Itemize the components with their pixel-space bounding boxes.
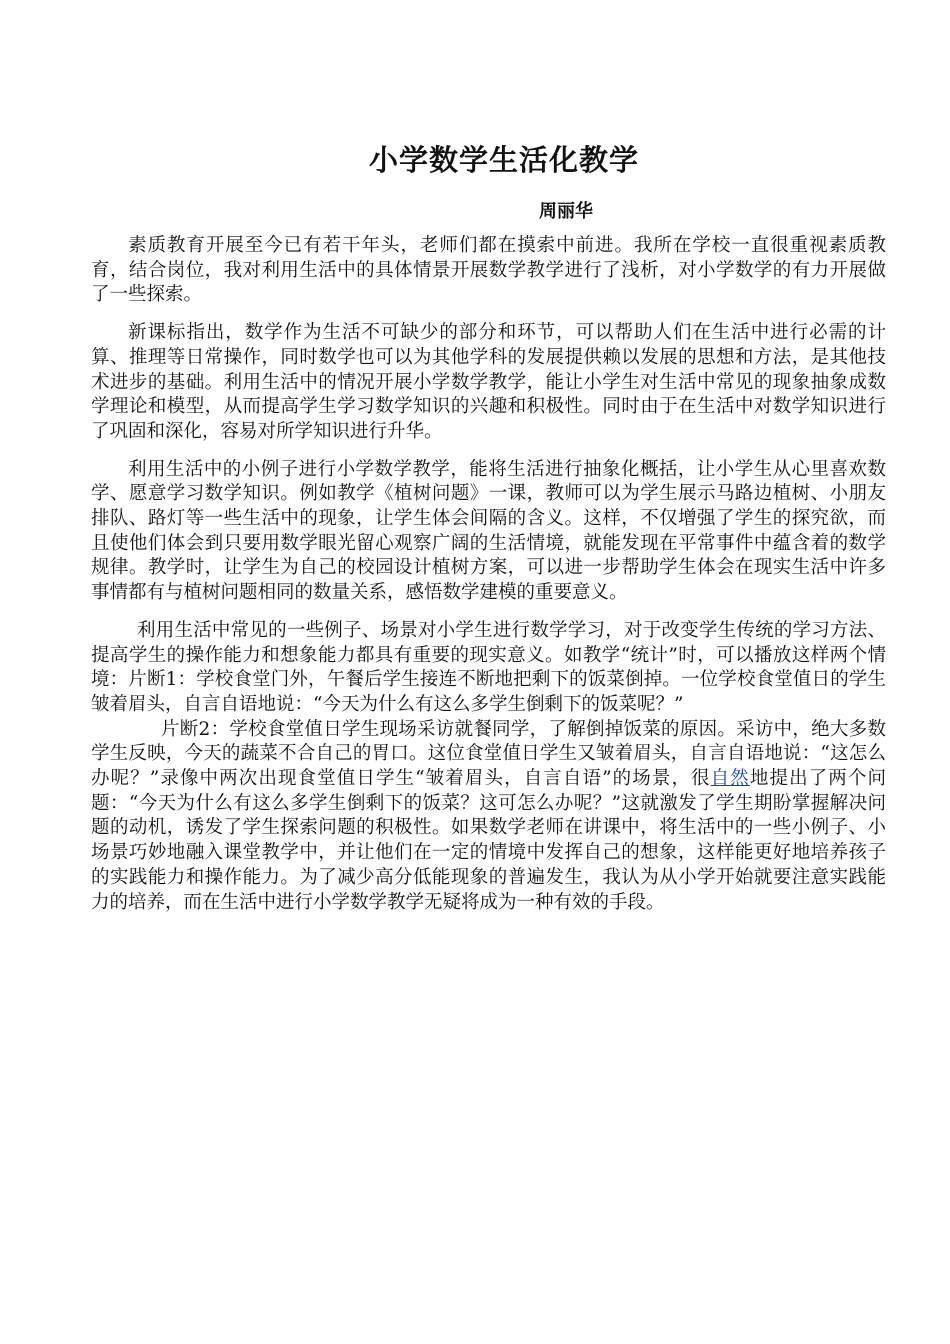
paragraph-statistics: 利用生活中常见的一些例子、场景对小学生进行数学学习，对于改变学生传统的学习方法、提高学生的操作能力和想象能力都具有重要的现实意义。如教学“统计”时，可以播放这样两个情境：片断1：学校食堂门外，午餐后学生接连不断地把剩下的饭菜倒掉。一位学校食堂值日的学生皱着眉头，自言自语地说：“今天为什么有这么多学生倒剩下的饭菜呢？”: [91, 619, 886, 715]
paragraph-tree-planting: 利用生活中的小例子进行小学数学教学，能将生活进行抽象化概括，让小学生从心里喜欢数学、愿意学习数学知识。例如教学《植树问题》一课，教师可以为学生展示马路边植树、小朋友排队、路灯等一些生活中的现象，让学生体会间隔的含义。这样，不仅增强了学生的探究欲，而且使他们体会到只要用数学眼光留心观察广阔的生活情境，就能发现在平常事件中蕴含着的数学规律。教学时，让学生为自己的校园设计植树方案，可以进一步帮助学生体会在现实生活中许多事情都有与植树问题相同的数量关系，感悟数学建模的重要意义。: [91, 458, 886, 604]
document-title: 小学数学生活化教学: [368, 143, 639, 177]
paragraph-curriculum: 新课标指出，数学作为生活不可缺少的部分和环节，可以帮助人们在生活中进行必需的计算、推理等日常操作，同时数学也可以为其他学科的发展提供赖以发展的思想和方法，是其他技术进步的基础。利用生活中的情况开展小学数学教学，能让小学生对生活中常见的现象抽象成数学理论和模型，从而提高学生学习数学知识的兴趣和积极性。同时由于在生活中对数学知识进行了巩固和深化，容易对所学知识进行升华。: [91, 322, 886, 442]
segment-2-text-before: 片断2：学校食堂值日学生现场采访就餐同学，了解倒掉饭菜的原因。采访中，绝大多数学生反映，今天的蔬菜不合自己的胃口。这位食堂值日学生又皱着眉头，自言自语地说：“这怎么办呢？”录像中两次出现食堂值日学生“皱着眉头，自言自语”的场景，很: [91, 718, 886, 790]
natural-link[interactable]: 自然: [710, 768, 750, 790]
paragraph-intro: 素质教育开展至今已有若干年头，老师们都在摸索中前进。我所在学校一直很重视素质教育，结合岗位，我对利用生活中的具体情景开展数学教学进行了浅析，对小学数学的有力开展做了一些探索。: [91, 235, 886, 306]
paragraph-segment-2: [91, 718, 886, 916]
segment-2-text-after: 地提出了两个问题：“今天为什么有这么多学生倒剩下的饭菜？这可怎么办呢？”这就激发了学生期盼掌握解决问题的动机，诱发了学生探索问题的积极性。如果数学老师在讲课中，将生活中的一些小例子、小场景巧妙地融入课堂教学中，并让他们在一定的情境中发挥自己的想象，这样能更好地培养孩子的实践能力和操作能力。为了减少高分低能现象的普遍发生，我认为从小学开始就要注意实践能力的培养，而在生活中进行小学数学教学无疑将成为一种有效的手段。: [91, 768, 886, 913]
author-name: 周丽华: [539, 201, 593, 222]
document-body: [91, 234, 886, 915]
